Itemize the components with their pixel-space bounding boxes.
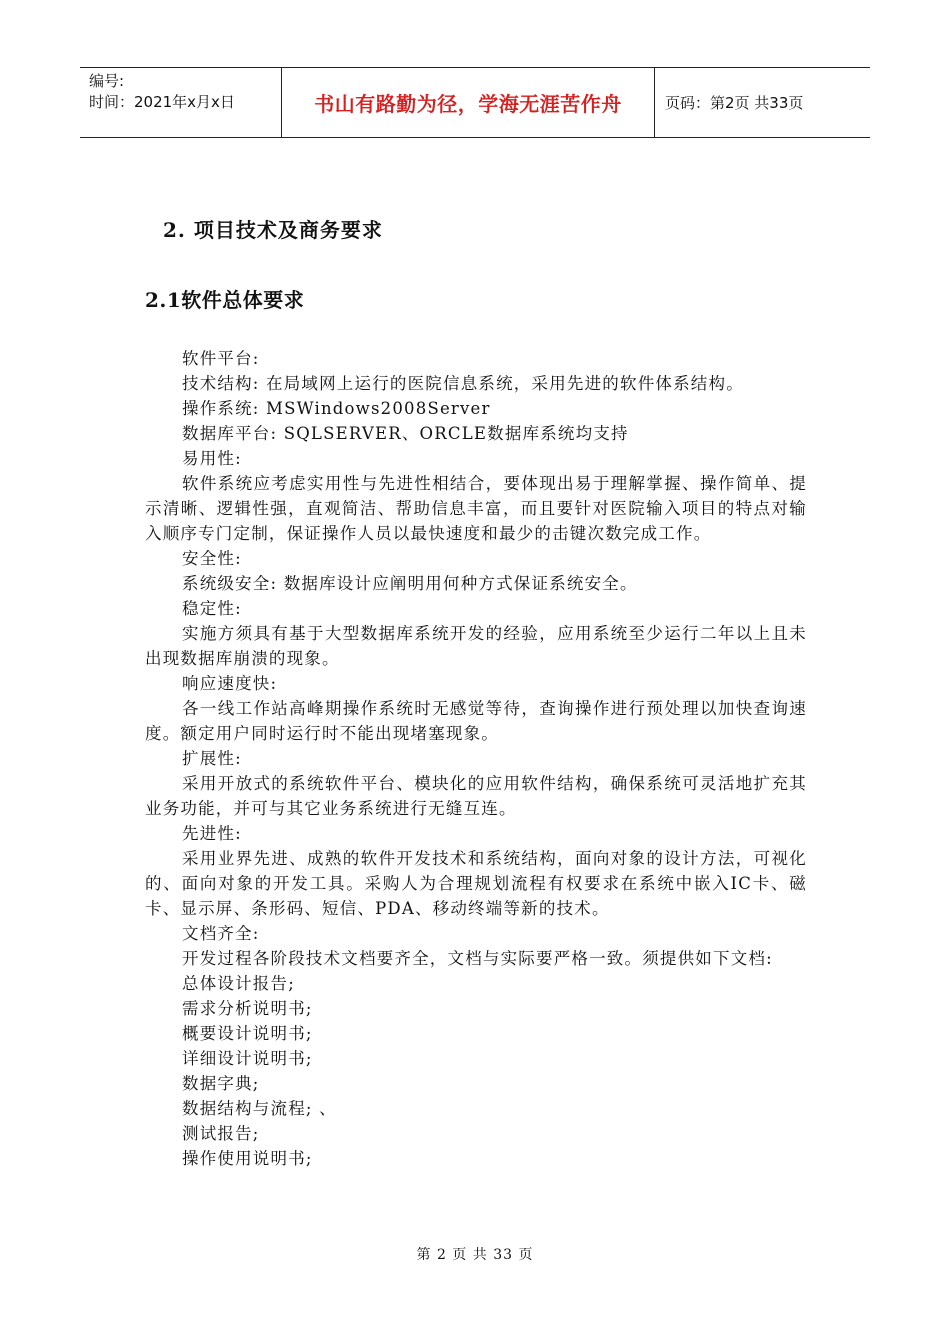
paragraph: 数据字典; <box>182 1074 260 1093</box>
paragraph: 数据库平台: SQLSERVER、ORCLE数据库系统均支持 <box>182 424 629 443</box>
subsection-title: 2.1软件总体要求 <box>145 288 305 312</box>
section-title: 2. 项目技术及商务要求 <box>163 218 383 242</box>
paragraph: 测试报告; <box>182 1124 260 1143</box>
page-header <box>80 67 870 138</box>
paragraph: 需求分析说明书; <box>182 999 313 1018</box>
paragraph: 安全性: <box>182 549 242 568</box>
paragraph: 扩展性: <box>182 749 242 768</box>
paragraph: 数据结构与流程; 、 <box>182 1099 337 1118</box>
paragraph: 操作使用说明书; <box>182 1149 313 1168</box>
paragraph: 开发过程各阶段技术文档要齐全，文档与实际要严格一致。须提供如下文档: <box>182 949 773 968</box>
paragraph: 技术结构: 在局域网上运行的医院信息系统，采用先进的软件体系结构。 <box>182 374 744 393</box>
paragraph: 响应速度快: <box>182 674 278 693</box>
header-meta <box>80 68 282 137</box>
document-body <box>145 346 807 1171</box>
paragraph: 易用性: <box>182 449 242 468</box>
number-label: 编号: <box>89 72 125 90</box>
paragraph: 稳定性: <box>182 599 242 618</box>
header-page-info: 页码：第2页 共33页 <box>665 94 804 112</box>
paragraph: 系统级安全: 数据库设计应阐明用何种方式保证系统安全。 <box>182 574 638 593</box>
paragraph: 各一线工作站高峰期操作系统时无感觉等待，查询操作进行预处理以加快查询速度。额定用户同时运行时不能出现堵塞现象。 <box>145 699 807 743</box>
paragraph: 实施方须具有基于大型数据库系统开发的经验，应用系统至少运行二年以上且未出现数据库崩溃的现象。 <box>145 624 807 668</box>
paragraph: 操作系统: MSWindows2008Server <box>182 399 491 418</box>
paragraph: 总体设计报告; <box>182 974 295 993</box>
page-footer: 第 2 页 共 33 页 <box>416 1247 534 1263</box>
time-label: 时间：2021年x月x日 <box>89 93 235 111</box>
header-motto: 书山有路勤为径，学海无涯苦作舟 <box>282 68 655 137</box>
paragraph: 详细设计说明书; <box>182 1049 313 1068</box>
paragraph: 采用开放式的系统软件平台、模块化的应用软件结构，确保系统可灵活地扩充其业务功能，并可与其它业务系统进行无缝互连。 <box>145 774 807 818</box>
paragraph: 采用业界先进、成熟的软件开发技术和系统结构，面向对象的设计方法，可视化的、面向对象的开发工具。采购人为合理规划流程有权要求在系统中嵌入IC卡、磁卡、显示屏、条形码、短信、PDA、移动终端等新的技术。 <box>145 849 807 918</box>
paragraph: 软件系统应考虑实用性与先进性相结合，要体现出易于理解掌握、操作简单、提示清晰、逻辑性强，直观简洁、帮助信息丰富，而且要针对医院输入项目的特点对输入顺序专门定制，保证操作人员以最快速度和最少的击键次数完成工作。 <box>145 474 807 543</box>
paragraph: 文档齐全: <box>182 924 260 943</box>
paragraph: 软件平台: <box>182 349 260 368</box>
paragraph: 概要设计说明书; <box>182 1024 313 1043</box>
paragraph: 先进性: <box>182 824 242 843</box>
